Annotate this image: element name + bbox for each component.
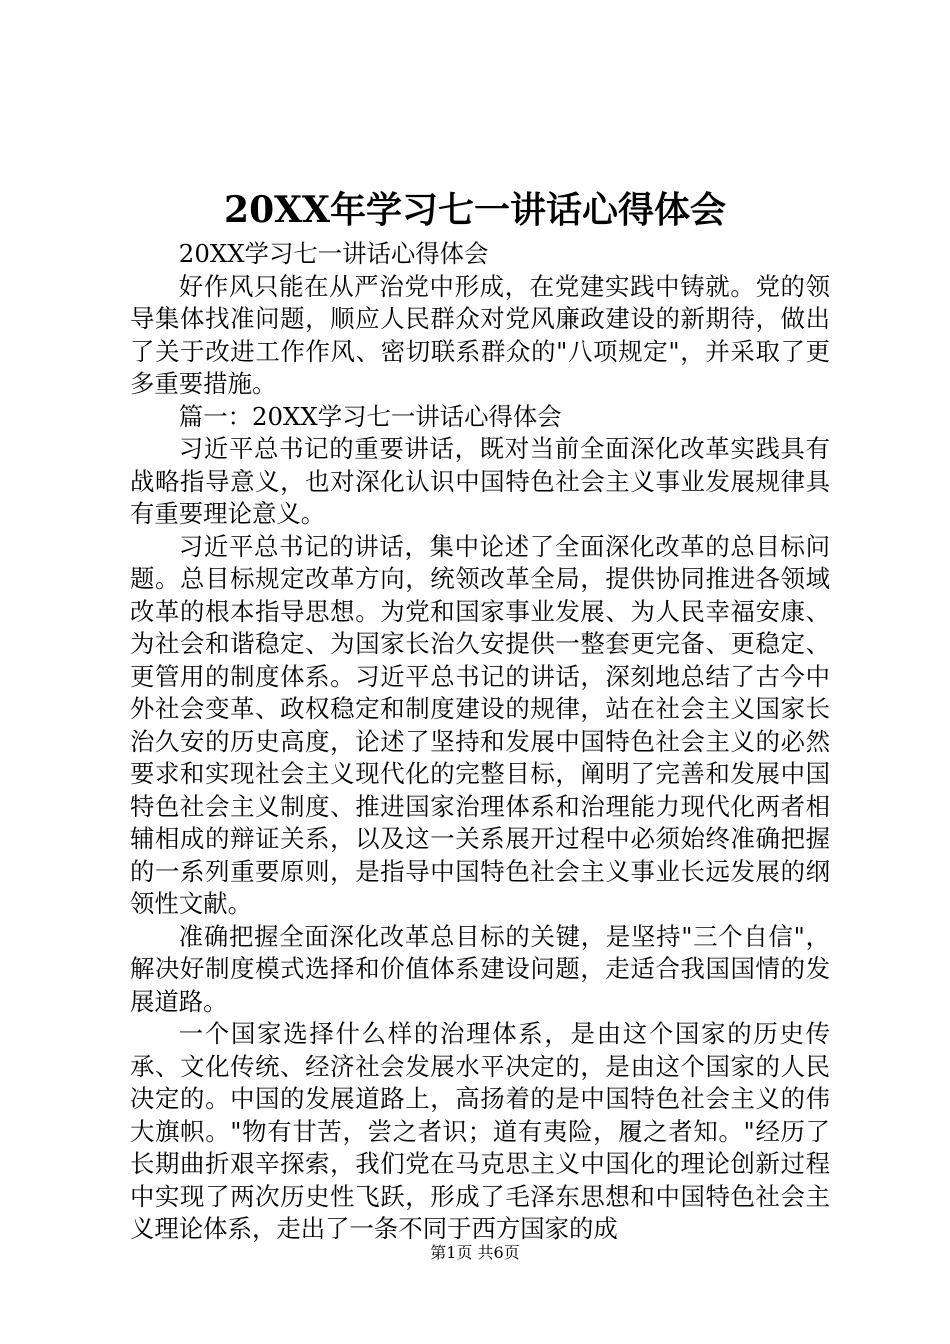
paragraph-body: 习近平总书记的讲话，集中论述了全面深化改革的总目标问题。总目标规定改革方向，统领改革全局，提供协同推进各领域改革的根本指导思想。为党和国家事业发展、为人民幸福安康、为社会和谐稳定、为国家长治久安提供一整套更完备、更稳定、更管用的制度体系。习近平总书记的讲话，深刻地总结了古今中外社会变革、政权稳定和制度建设的规律，站在社会主义国家长治久安的历史高度，论述了坚持和发展中国特色社会主义的必然要求和实现社会主义现代化的完整目标，阐明了完善和发展中国特色社会主义制度、推进国家治理体系和治理能力现代化两者相辅相成的辩证关系，以及这一关系展开过程中必须始终准确把握的一系列重要原则，是指导中国特色社会主义事业长远发展的纲领性文献。 [130, 531, 830, 918]
paragraph-section-heading: 篇一：20XX学习七一讲话心得体会 [178, 401, 562, 431]
page-number-footer: 第1页 共6页 [430, 1243, 520, 1262]
document-body [130, 238, 830, 1246]
paragraph-body: 习近平总书记的重要讲话，既对当前全面深化改革实践具有战略指导意义，也对深化认识中国特色社会主义事业发展规律具有重要理论意义。 [130, 434, 830, 528]
paragraph-body: 准确把握全面深化改革总目标的关键，是坚持"三个自信"，解决好制度模式选择和价值体系建设问题，走适合我国国情的发展道路。 [130, 921, 830, 1016]
document-title: 20XX年学习七一讲话心得体会 [224, 189, 726, 231]
paragraph-body: 一个国家选择什么样的治理体系，是由这个国家的历史传承、文化传统、经济社会发展水平决定的，是由这个国家的人民决定的。中国的发展道路上，高扬着的是中国特色社会主义的伟大旗帜。"物有甘苦，尝之者识；道有夷险，履之者知。"经历了长期曲折艰辛探索，我们党在马克思主义中国化的理论创新过程中实现了两次历史性飞跃，形成了毛泽东思想和中国特色社会主义理论体系，走出了一条不同于西方国家的成 [130, 1019, 830, 1243]
paragraph-subtitle: 20XX学习七一讲话心得体会 [178, 239, 489, 268]
paragraph-intro: 好作风只能在从严治党中形成，在党建实践中铸就。党的领导集体找准问题，顺应人民群众对党风廉政建设的新期待，做出了关于改进工作作风、密切联系群众的"八项规定"，并采取了更多重要措施。 [130, 271, 830, 398]
